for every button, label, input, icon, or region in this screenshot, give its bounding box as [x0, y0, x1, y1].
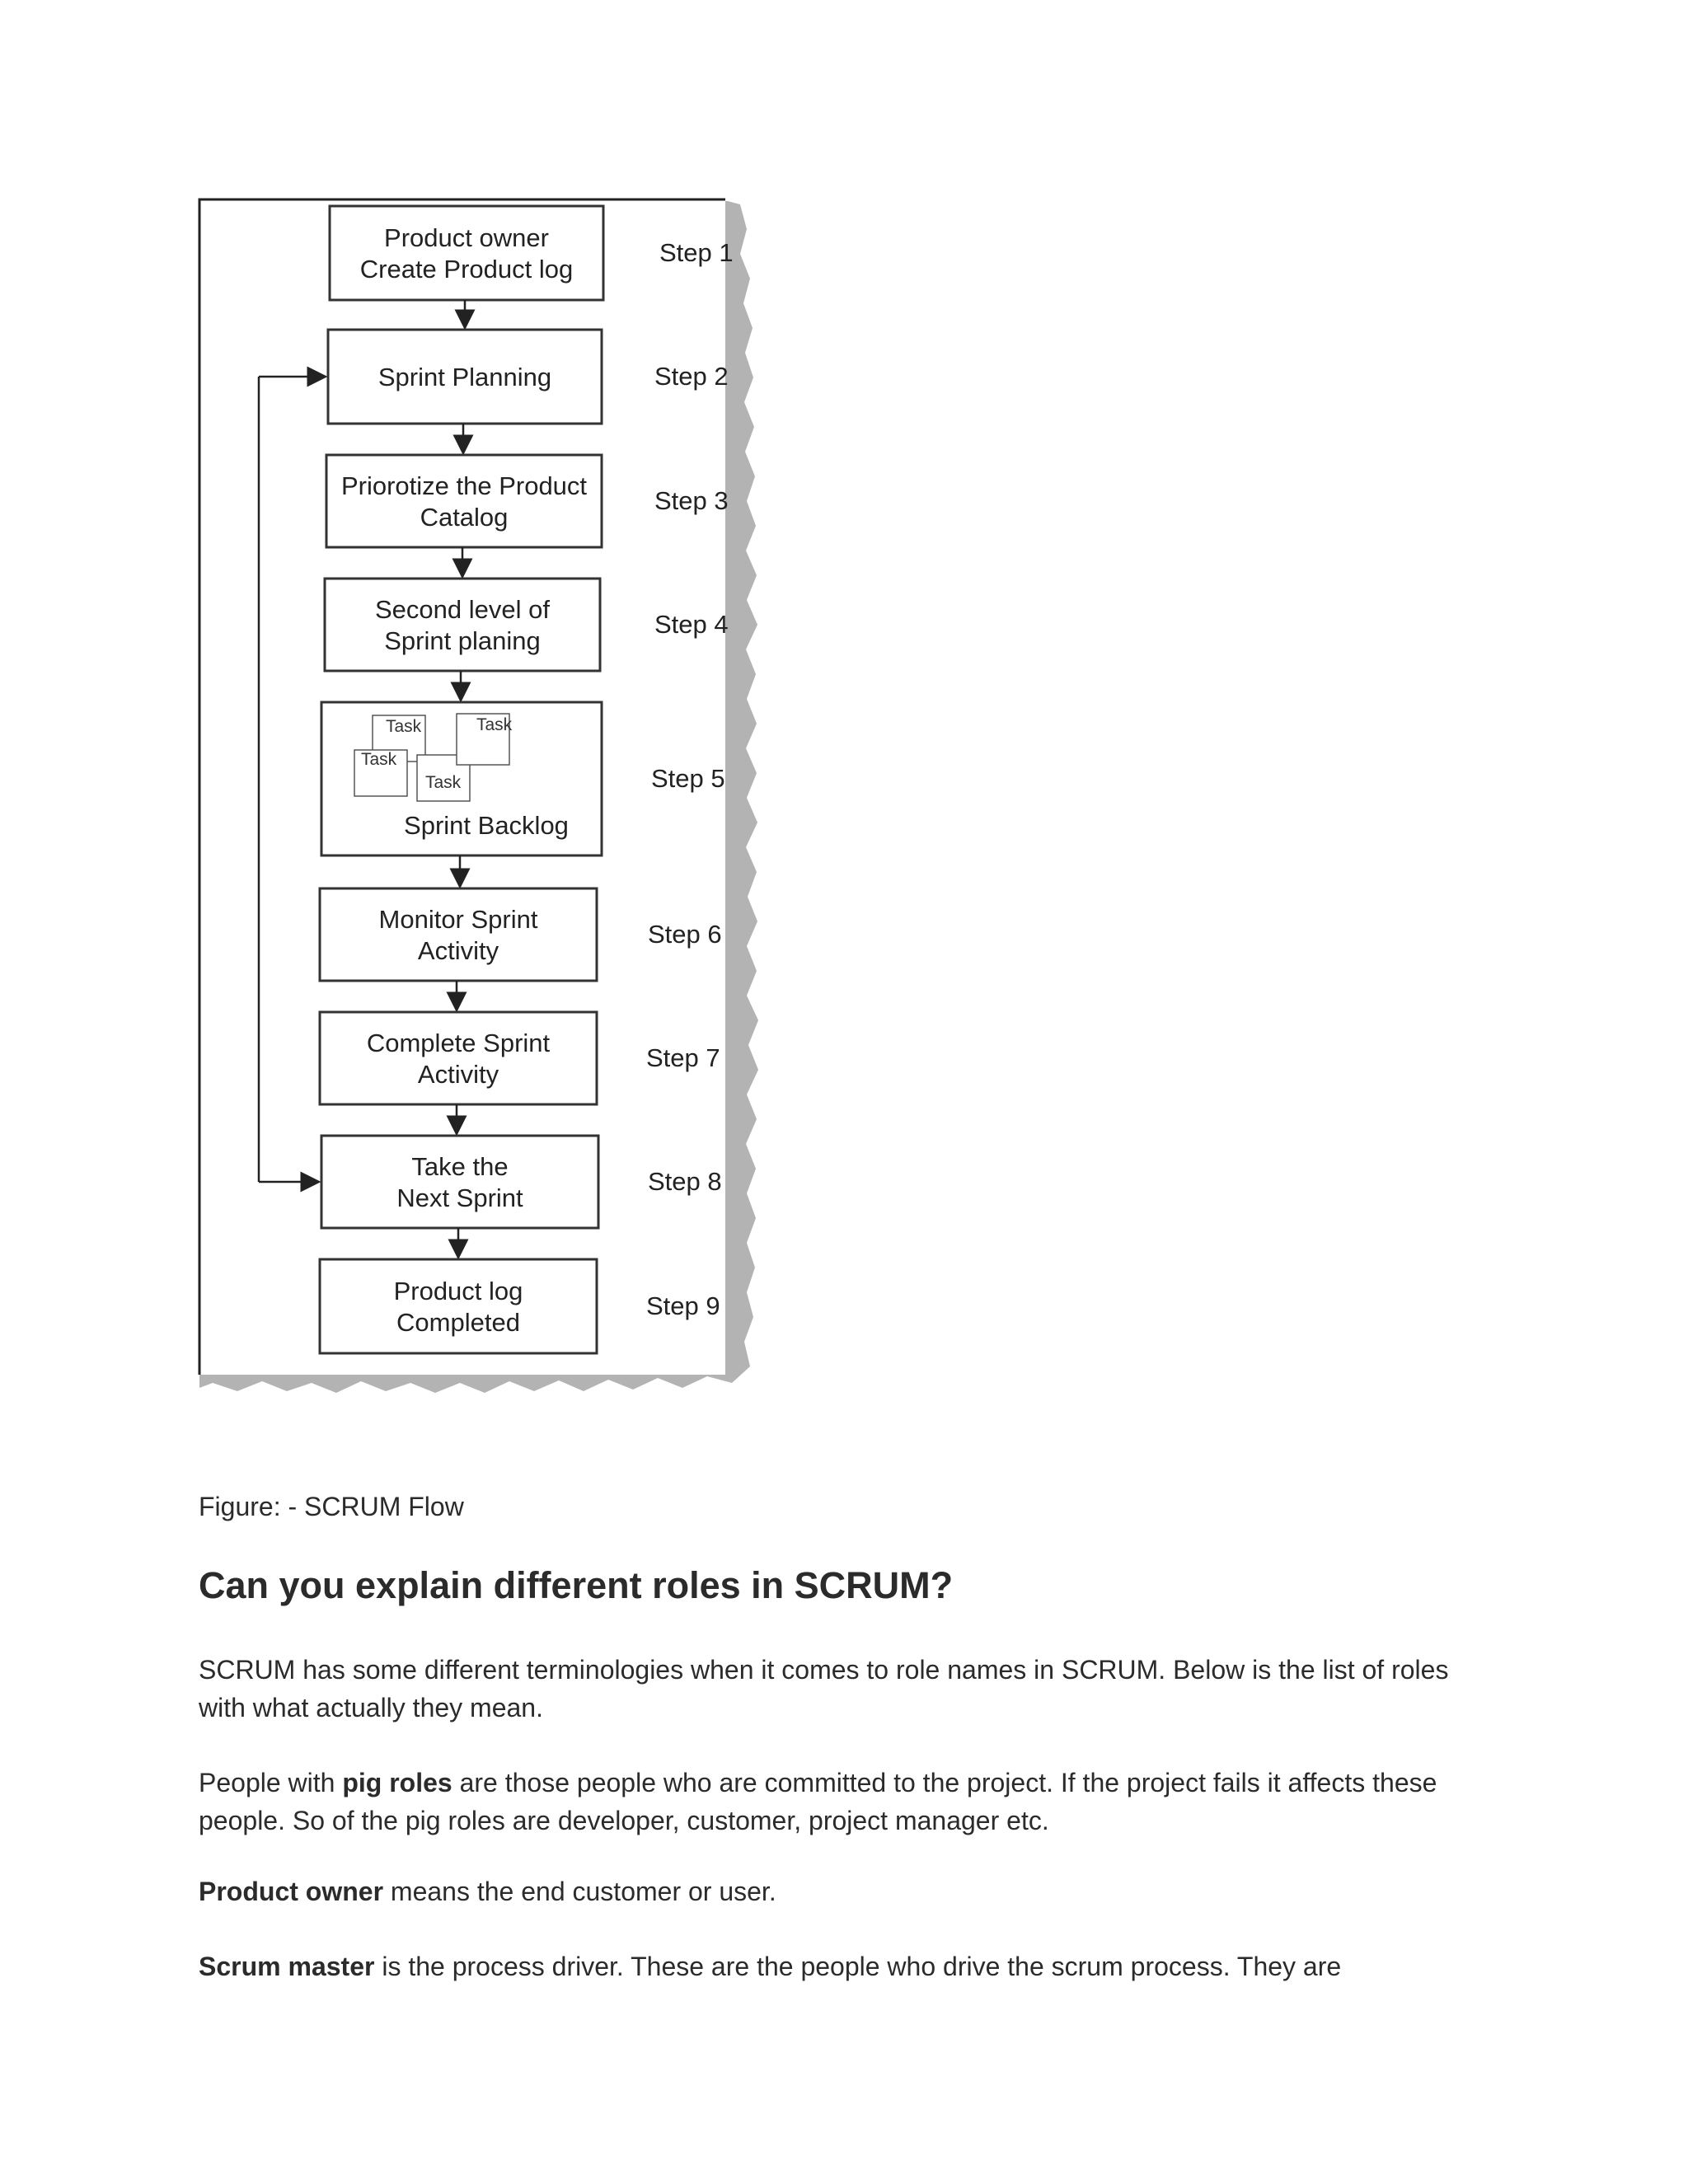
step-box-label-8-2: Next Sprint [396, 1183, 523, 1212]
step-number-1: Step 1 [659, 238, 734, 267]
flow-content [259, 206, 734, 1353]
step-box-label-4-2: Sprint planing [384, 626, 541, 655]
task-label-2: Task [361, 750, 397, 769]
paragraph-scrum-master [199, 1947, 1501, 1985]
step-box-label-2-1: Sprint Planning [377, 363, 552, 391]
step-box-label-3-1: Priorotize the Product [340, 471, 588, 500]
scrum-master-term: Scrum master [199, 1952, 375, 1981]
step-box-7 [320, 1012, 597, 1104]
task-label-3: Task [425, 773, 462, 792]
pig-roles-term: pig roles [342, 1768, 452, 1797]
task-label-4: Task [476, 715, 513, 734]
step-box-label-5: Sprint Backlog [404, 811, 569, 840]
step-number-4: Step 4 [654, 610, 729, 639]
step-box-label-1-2: Create Product log [359, 255, 574, 284]
step-box-label-7-2: Activity [417, 1060, 499, 1089]
paragraph-scrum-master-post: is the process driver. These are the people who drive the scrum process. They are [374, 1952, 1342, 1981]
step-number-3: Step 3 [654, 486, 729, 515]
figure-caption: Figure: - SCRUM Flow [199, 1492, 464, 1521]
step-box-label-9-2: Completed [396, 1308, 520, 1337]
step-box-8 [321, 1136, 598, 1228]
product-owner-term: Product owner [199, 1877, 384, 1906]
paragraph-intro [199, 1651, 1501, 1727]
step-number-9: Step 9 [646, 1291, 720, 1320]
step-number-2: Step 2 [654, 362, 729, 391]
task-label-1: Task [386, 717, 422, 736]
paragraph-intro-text: SCRUM has some different terminologies when it comes to role names in SCRUM. Below is the list of roles with what actually they mean. [199, 1655, 1449, 1722]
paragraph-pig-roles [199, 1764, 1501, 1840]
step-box-4 [325, 579, 600, 671]
paragraph-pig-roles-post: are those people who are committed to the project. If the project fails it affects these people. So of the pig roles are developer, customer, project manager etc. [199, 1768, 1437, 1835]
scrum-flow-diagram [196, 196, 823, 1449]
step-box-label-1-1: Product owner [384, 223, 549, 252]
step-box-label-6-1: Monitor Sprint [378, 905, 538, 934]
step-box-label-9-1: Product log [393, 1277, 523, 1305]
section-heading: Can you explain different roles in SCRUM? [199, 1564, 954, 1606]
step-box-1 [330, 206, 603, 300]
paragraph-pig-roles-pre: People with [199, 1768, 343, 1797]
paragraph-product-owner-post: means the end customer or user. [383, 1877, 776, 1906]
step-box-label-8-1: Take the [411, 1152, 509, 1181]
step-box-label-7-1: Complete Sprint [366, 1029, 551, 1057]
step-box-9 [320, 1259, 597, 1353]
step-number-6: Step 6 [648, 920, 722, 949]
step-box-label-6-2: Activity [417, 936, 499, 965]
step-box-6 [320, 888, 597, 981]
step-box-label-4-1: Second level of [375, 595, 550, 624]
step-number-7: Step 7 [646, 1043, 720, 1072]
step-number-5: Step 5 [651, 764, 725, 793]
step-box-3 [326, 455, 602, 547]
step-box-label-3-2: Catalog [420, 503, 509, 532]
step-number-8: Step 8 [648, 1167, 722, 1196]
paragraph-product-owner [199, 1872, 1501, 1910]
